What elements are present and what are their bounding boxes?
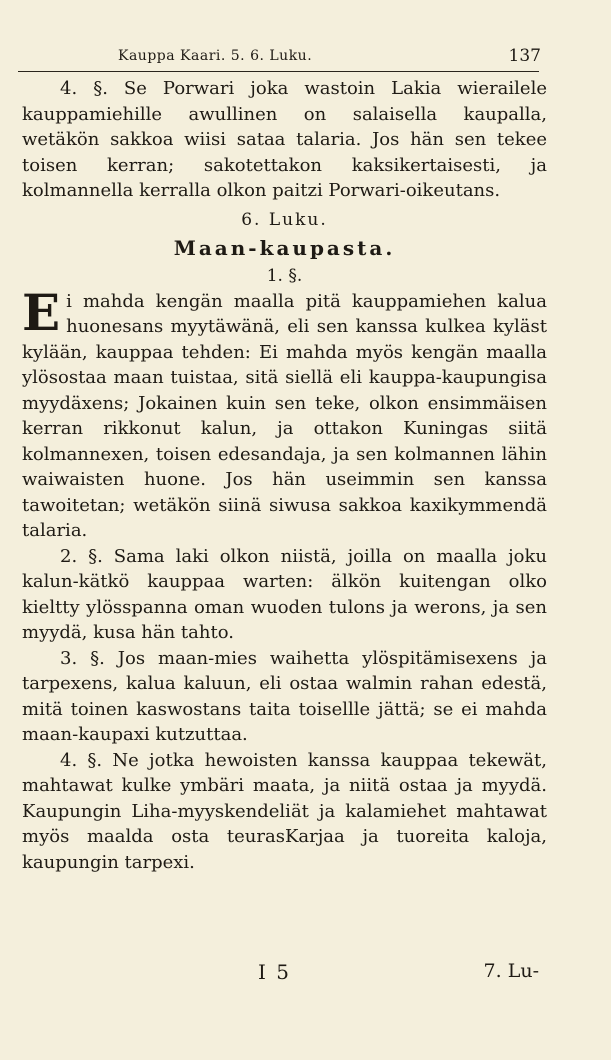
page-footer bbox=[0, 960, 611, 990]
section-number: 1. §. bbox=[266, 265, 303, 286]
signature-mark: I 5 bbox=[258, 960, 291, 984]
paragraph-section-4: 4. §. Se Porwari joka wastoin Lakia wierailele kauppamiehille awullinen on salaisella kaupalla, wetäkön sakkoa wiisi sataa talaria. Jos hän sen tekee toisen kerran; sakotettakon kaksikertaisesti, ja kolmannella kerralla olkon paitzi Porwari-oikeutans. bbox=[22, 78, 547, 201]
catchword: 7. Lu- bbox=[483, 960, 539, 982]
running-head: Kauppa Kaari. 5. 6. Luku. bbox=[118, 48, 313, 64]
page-number: 137 bbox=[508, 46, 541, 66]
paragraph-section-3: 3. §. Jos maan-mies waihetta ylöspitämisexens ja tarpexens, kalua kaluun, eli ostaa walmin rahan edestä, mitä toinen kaswostans taita toisellle jättä; se ei mahda maan-kaupaxi kutzuttaa. bbox=[22, 647, 547, 745]
chapter-title: Maan-kaupasta. bbox=[173, 235, 396, 260]
header-rule bbox=[18, 71, 539, 72]
drop-capital: E bbox=[22, 282, 61, 342]
page-header bbox=[0, 44, 611, 70]
paragraph-section-1-text: i mahda kengän maalla pitä kauppamiehen kalua huonesans myytäwänä, eli sen kanssa kulkea kyläst kylään, kauppaa tehden: Ei mahda myös kengän maalla ylösostaa maan tuistaa, sitä siellä eli kauppa-kaupungisa myydäxens; Jokainen kuin sen teke, olkon ensimmäisen kerran rikkonut kalun, ja ottakon Kuningas siitä kolmannexen, toisen edesandaja, ja sen kolmannen lähin waiwaisten huone. Jos hän useimmin sen kanssa tawoitetan; wetäkön siinä siwusa sakkoa kaxikymmendä talaria. bbox=[22, 290, 547, 541]
body-text bbox=[22, 76, 547, 875]
chapter-heading: 6. Luku. bbox=[241, 209, 328, 230]
paragraph-section-4b: 4. §. Ne jotka hewoisten kanssa kauppaa tekewät, mahtawat kulke ymbäri maata, ja niitä ostaa ja myydä. Kaupungin Liha-myyskendeliät ja kalamiehet mahtawat myös maalda osta teurasKarjaa ja tuoreita kaloja, kaupungin tarpexi. bbox=[22, 749, 547, 873]
paragraph-section-1 bbox=[22, 282, 547, 544]
paragraph-section-2: 2. §. Sama laki olkon niistä, joilla on maalla joku kalun-kätkö kauppaa warten: älkön kuitengan olko kieltty ylösspanna oman wuoden tulons ja werons, ja sen myydä, kusa hän tahto. bbox=[22, 545, 547, 643]
